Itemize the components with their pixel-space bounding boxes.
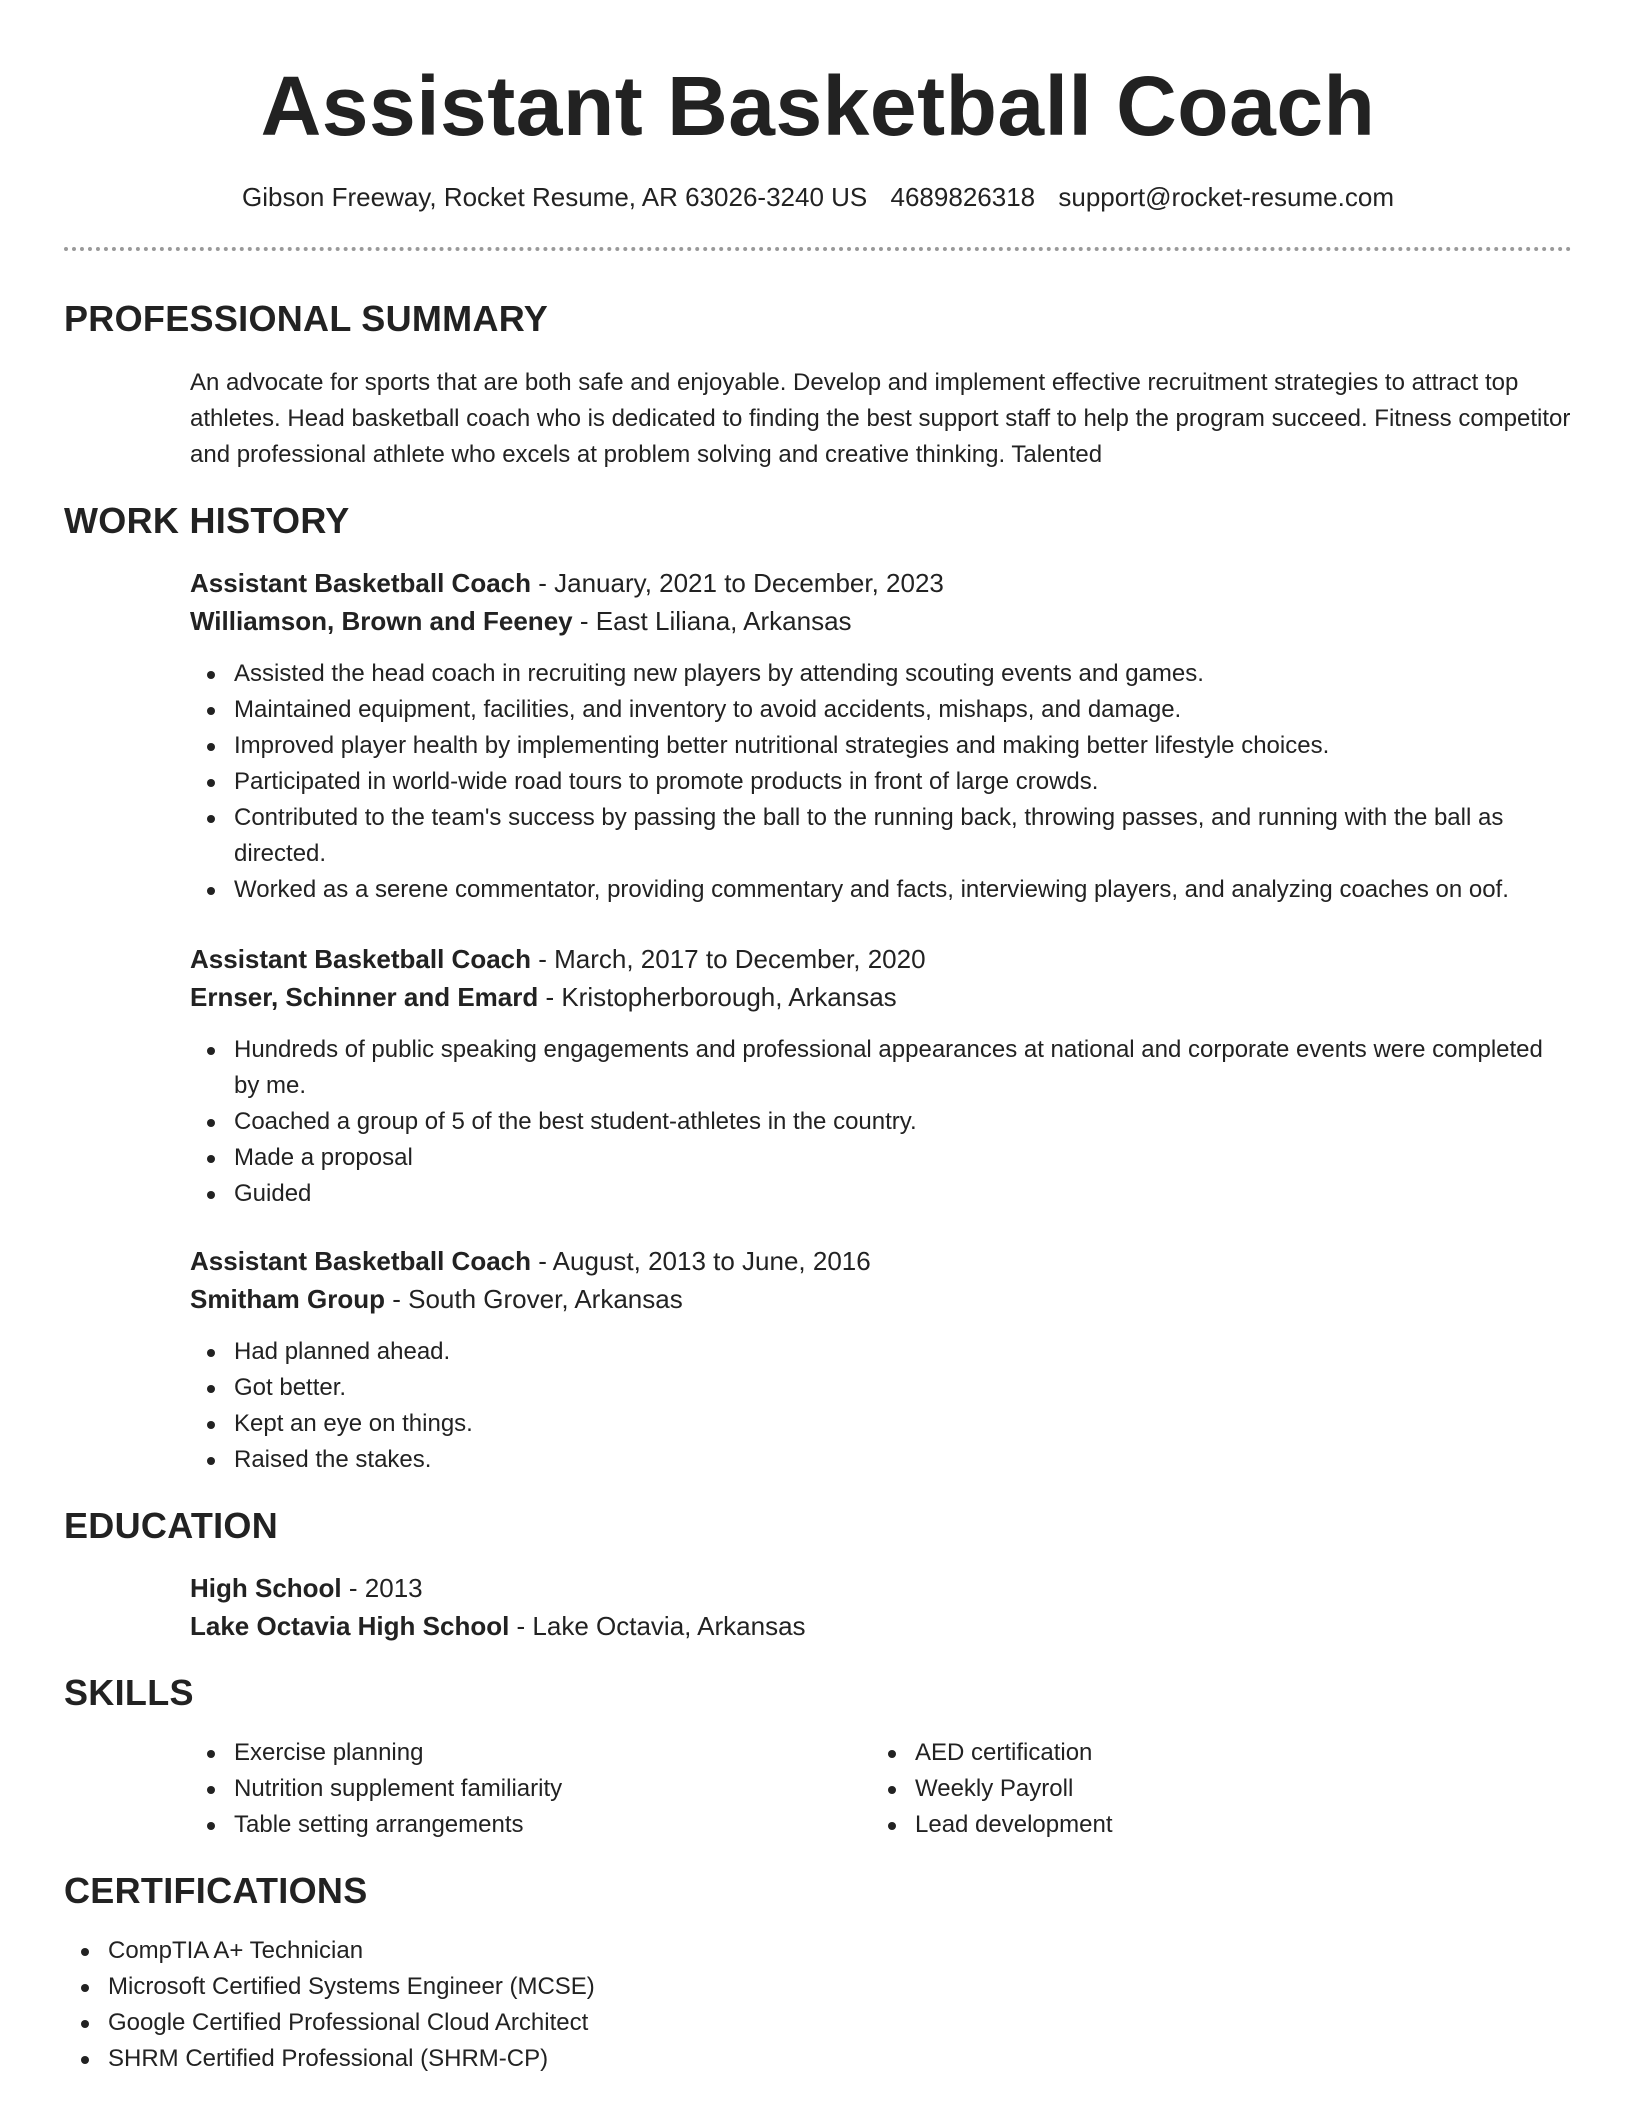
- list-item: Contributed to the team's success by passing the ball to the running back, throwing passes, and running with the ball as directed.: [190, 800, 1572, 872]
- job-location: - Kristopherborough, Arkansas: [538, 982, 897, 1012]
- job-bullets: [190, 1334, 1572, 1478]
- list-item: Guided: [190, 1176, 1572, 1212]
- job-entry: [190, 564, 1572, 908]
- job-title-line: [190, 564, 1572, 602]
- contact-address: Gibson Freeway, Rocket Resume, AR 63026-3240 US: [242, 182, 868, 212]
- job-title-line: [190, 1242, 1572, 1280]
- section-title-skills: SKILLS: [64, 1672, 194, 1713]
- skill-item: Weekly Payroll: [871, 1771, 1552, 1807]
- list-item: Hundreds of public speaking engagements and professional appearances at national and corporate events were completed by me.: [190, 1032, 1572, 1104]
- job-location: - South Grover, Arkansas: [385, 1284, 683, 1314]
- certification-item: Google Certified Professional Cloud Architect: [64, 2005, 1572, 2041]
- education-school-line: [190, 1607, 1572, 1645]
- section-title-education: EDUCATION: [64, 1505, 279, 1546]
- job-dates: - March, 2017 to December, 2020: [531, 944, 926, 974]
- work-history-section: [64, 499, 1572, 1478]
- skill-item: Table setting arrangements: [190, 1807, 871, 1843]
- job-company: Ernser, Schinner and Emard: [190, 982, 539, 1012]
- contact-email: support@rocket-resume.com: [1058, 182, 1394, 212]
- resume-page: [64, 0, 1572, 2077]
- education-degree: High School: [190, 1573, 342, 1603]
- job-dates: - January, 2021 to December, 2023: [531, 568, 944, 598]
- list-item: Maintained equipment, facilities, and inventory to avoid accidents, mishaps, and damage.: [190, 692, 1572, 728]
- job-entry: [190, 940, 1572, 1212]
- list-item: Participated in world-wide road tours to promote products in front of large crowds.: [190, 764, 1572, 800]
- contact-line: [64, 180, 1572, 214]
- skills-column-right: [871, 1735, 1552, 1843]
- education-location: - Lake Octavia, Arkansas: [509, 1611, 806, 1641]
- job-dates: - August, 2013 to June, 2016: [531, 1246, 871, 1276]
- job-company-line: [190, 978, 1572, 1016]
- job-location: - East Liliana, Arkansas: [572, 606, 852, 636]
- certifications-section: [64, 1869, 1572, 2077]
- education-section: [64, 1504, 1572, 1645]
- job-company: Williamson, Brown and Feeney: [190, 606, 573, 636]
- list-item: Raised the stakes.: [190, 1442, 1572, 1478]
- list-item: Coached a group of 5 of the best student-athletes in the country.: [190, 1104, 1572, 1140]
- job-company-line: [190, 602, 1572, 640]
- header-divider: [64, 247, 1572, 251]
- job-role: Assistant Basketball Coach: [190, 568, 532, 598]
- education-entry: [190, 1569, 1572, 1645]
- list-item: Had planned ahead.: [190, 1334, 1572, 1370]
- certifications-list: [64, 1933, 1572, 2077]
- job-bullets: [190, 656, 1572, 908]
- list-item: Assisted the head coach in recruiting new players by attending scouting events and games.: [190, 656, 1572, 692]
- list-item: Kept an eye on things.: [190, 1406, 1572, 1442]
- certification-item: CompTIA A+ Technician: [64, 1933, 1572, 1969]
- skills-grid: [190, 1735, 1572, 1843]
- job-role: Assistant Basketball Coach: [190, 1246, 532, 1276]
- section-title-summary: PROFESSIONAL SUMMARY: [64, 298, 549, 339]
- skill-item: Lead development: [871, 1807, 1552, 1843]
- summary-text: An advocate for sports that are both safe and enjoyable. Develop and implement effective recruitment strategies to attract top athletes. Head basketball coach who is dedicated to finding the best support staff to help the program succeed. Fitness competitor and professional athlete who excels at problem solving and creative thinking. Talented: [190, 369, 1571, 468]
- skill-item: Nutrition supplement familiarity: [190, 1771, 871, 1807]
- job-role: Assistant Basketball Coach: [190, 944, 532, 974]
- certification-item: SHRM Certified Professional (SHRM-CP): [64, 2041, 1572, 2077]
- list-item: Worked as a serene commentator, providing commentary and facts, interviewing players, and analyzing coaches on oof.: [190, 872, 1572, 908]
- list-item: Made a proposal: [190, 1140, 1572, 1176]
- list-item: Improved player health by implementing better nutritional strategies and making better lifestyle choices.: [190, 728, 1572, 764]
- section-title-certifications: CERTIFICATIONS: [64, 1870, 368, 1911]
- skill-item: AED certification: [871, 1735, 1552, 1771]
- summary-section: [64, 297, 1572, 473]
- education-degree-line: [190, 1569, 1572, 1607]
- job-title-line: [190, 940, 1572, 978]
- resume-name: Assistant Basketball Coach: [260, 59, 1376, 153]
- section-title-work-history: WORK HISTORY: [64, 500, 350, 541]
- education-school: Lake Octavia High School: [190, 1611, 510, 1641]
- job-entry: [190, 1242, 1572, 1478]
- education-year: - 2013: [341, 1573, 423, 1603]
- skills-column-left: [190, 1735, 871, 1843]
- certification-item: Microsoft Certified Systems Engineer (MCSE): [64, 1969, 1572, 2005]
- list-item: Got better.: [190, 1370, 1572, 1406]
- skill-item: Exercise planning: [190, 1735, 871, 1771]
- job-bullets: [190, 1032, 1572, 1212]
- skills-section: [64, 1671, 1572, 1843]
- job-company: Smitham Group: [190, 1284, 386, 1314]
- job-company-line: [190, 1280, 1572, 1318]
- contact-phone: 4689826318: [890, 182, 1036, 212]
